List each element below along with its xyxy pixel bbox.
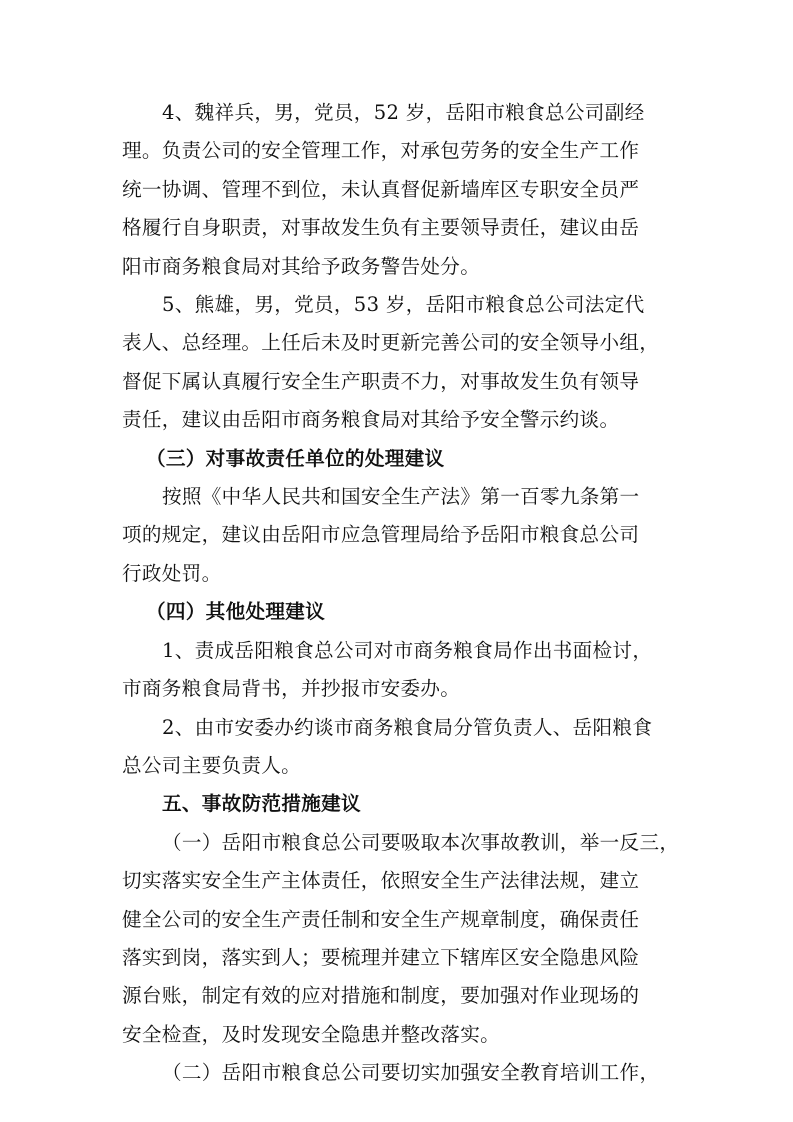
paragraph-prevention-1 xyxy=(122,824,680,1054)
paragraph-item-5 xyxy=(122,286,677,440)
text-line: 按照《中华人民共和国安全生产法》第一百零九条第一 xyxy=(162,485,640,509)
text-line: 4、魏祥兵，男，党员，52 岁，岳阳市粮食总公司副经 xyxy=(162,101,645,124)
text-line: 阳市商务粮食局对其给予政务警告处分。 xyxy=(122,254,481,278)
paragraph-item-4 xyxy=(122,94,677,286)
text-line: 项的规定，建议由岳阳市应急管理局给予岳阳市粮食总公司 xyxy=(122,523,640,547)
text-line: 行政处罚。 xyxy=(122,561,222,585)
text-line: 统一协调、管理不到位，未认真督促新墙库区专职安全员严 xyxy=(122,177,640,201)
text-line: 安全检查，及时发现安全隐患并整改落实。 xyxy=(122,1022,500,1046)
paragraph-law-basis xyxy=(122,478,677,593)
text-line: 督促下属认真履行安全生产职责不力，对事故发生负有领导 xyxy=(122,369,640,393)
text-line: 理。负责公司的安全管理工作，对承包劳务的安全生产工作 xyxy=(122,139,640,163)
text-line: 表人、总经理。上任后未及时更新完善公司的安全领导小组， xyxy=(122,331,660,355)
text-line: 总公司主要负责人。 xyxy=(122,753,302,777)
text-line: 切实落实安全生产主体责任，依照安全生产法律法规，建立 xyxy=(122,869,640,893)
text-line: （二）岳阳市粮食总公司要切实加强安全教育培训工作， xyxy=(162,1061,660,1085)
paragraph-other-1 xyxy=(122,632,677,709)
text-line: 5、熊雄，男，党员，53 岁，岳阳市粮食总公司法定代 xyxy=(162,293,645,317)
text-line: 1、责成岳阳粮食总公司对市商务粮食局作出书面检讨， xyxy=(162,638,653,662)
text-line: 格履行自身职责，对事故发生负有主要领导责任，建议由岳 xyxy=(122,216,640,240)
paragraph-prevention-2 xyxy=(122,1054,677,1092)
paragraph-other-2 xyxy=(122,709,677,786)
text-line: 市商务粮食局背书，并抄报市安委办。 xyxy=(122,677,461,701)
text-line: 落实到岗，落实到人；要梳理并建立下辖库区安全隐患风险 xyxy=(122,945,640,969)
text-line: 责任，建议由岳阳市商务粮食局对其给予安全警示约谈。 xyxy=(122,408,620,432)
document-body xyxy=(122,94,680,1093)
text-line: 健全公司的安全生产责任制和安全生产规章制度，确保责任 xyxy=(122,907,640,931)
section-heading-3: （三）对事故责任单位的处理建议 xyxy=(146,446,445,470)
text-line: 2、由市安委办约谈市商务粮食局分管负责人、岳阳粮食 xyxy=(162,715,653,739)
section-heading-4: （四）其他处理建议 xyxy=(146,600,326,624)
text-line: （一）岳阳市粮食总公司要吸取本次事故教训，举一反三， xyxy=(162,830,680,854)
section-heading-5: 五、事故防范措施建议 xyxy=(162,792,361,816)
text-line: 源台账，制定有效的应对措施和制度，要加强对作业现场的 xyxy=(122,984,640,1008)
